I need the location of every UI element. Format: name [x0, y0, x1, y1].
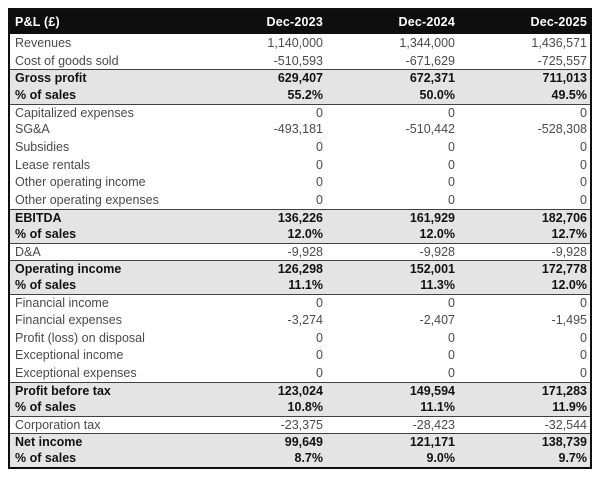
- row-value: 0: [316, 139, 323, 154]
- row-value: 0: [580, 330, 587, 345]
- row-label: Other operating expenses: [15, 193, 159, 208]
- row-label: Other operating income: [15, 175, 146, 190]
- row-value: 49.5%: [551, 87, 587, 102]
- table-row: [10, 311, 590, 329]
- column-header-dec-2023: Dec-2023: [266, 15, 323, 29]
- table-row: [10, 243, 590, 260]
- row-value: 0: [580, 105, 587, 120]
- column-header-dec-2024: Dec-2024: [398, 15, 455, 29]
- row-label: Cost of goods sold: [15, 53, 119, 68]
- row-value: 0: [580, 348, 587, 363]
- row-value: 55.2%: [287, 87, 323, 102]
- table-row: [10, 277, 590, 295]
- table-row: [10, 260, 590, 277]
- row-value: 0: [580, 157, 587, 172]
- row-value: -1,495: [551, 312, 587, 327]
- table-row: [10, 209, 590, 226]
- row-value: -510,593: [273, 53, 323, 68]
- row-value: 0: [580, 296, 587, 311]
- row-label: D&A: [15, 245, 41, 260]
- table-row: [10, 86, 590, 104]
- row-label: Operating income: [15, 261, 122, 276]
- row-value: 0: [316, 348, 323, 363]
- row-label: Corporation tax: [15, 417, 101, 432]
- row-value: -32,544: [544, 417, 587, 432]
- row-label: Revenues: [15, 35, 72, 50]
- row-label: % of sales: [15, 87, 77, 102]
- row-value: -510,442: [405, 122, 455, 137]
- row-label: % of sales: [15, 227, 77, 242]
- row-label: Lease rentals: [15, 157, 91, 172]
- table-row: [10, 382, 590, 399]
- table-row: [10, 226, 590, 244]
- row-value: 711,013: [542, 71, 587, 86]
- row-value: 10.8%: [287, 400, 323, 415]
- row-value: 171,283: [541, 383, 587, 398]
- row-value: 138,739: [541, 434, 587, 449]
- row-label: Financial expenses: [15, 312, 123, 327]
- row-value: 126,298: [277, 261, 323, 276]
- column-header-dec-2025: Dec-2025: [530, 15, 587, 29]
- row-value: 9.7%: [558, 451, 587, 466]
- row-value: 0: [580, 193, 587, 208]
- table-title: P&L (£): [15, 15, 60, 29]
- row-value: -28,423: [412, 417, 455, 432]
- row-label: Capitalized expenses: [15, 105, 134, 120]
- row-value: 182,706: [541, 210, 587, 225]
- row-value: -9,928: [551, 245, 587, 260]
- table-row: [10, 450, 590, 468]
- row-label: Exceptional income: [15, 348, 124, 363]
- row-value: 11.3%: [420, 278, 455, 293]
- table-header-row: [10, 10, 590, 34]
- table-body: [10, 34, 590, 467]
- row-value: -23,375: [280, 417, 323, 432]
- table-row: [10, 34, 590, 52]
- row-value: 152,001: [409, 261, 455, 276]
- table-row: [10, 104, 590, 121]
- row-value: 0: [316, 157, 323, 172]
- row-value: 12.0%: [551, 278, 587, 293]
- table-row: [10, 120, 590, 138]
- row-value: 149,594: [409, 383, 455, 398]
- row-value: 172,778: [541, 261, 587, 276]
- table-row: [10, 156, 590, 174]
- row-value: 0: [448, 330, 455, 345]
- row-value: 0: [316, 105, 323, 120]
- table-row: [10, 416, 590, 433]
- row-value: -3,274: [287, 312, 323, 327]
- row-value: 121,171: [409, 434, 455, 449]
- row-value: -671,629: [405, 53, 455, 68]
- row-value: 1,140,000: [267, 35, 323, 50]
- row-value: 0: [448, 157, 455, 172]
- row-value: 123,024: [277, 383, 323, 398]
- row-value: 11.9%: [552, 400, 587, 415]
- row-label: Financial income: [15, 296, 109, 311]
- table-row: [10, 346, 590, 364]
- row-value: 8.7%: [294, 451, 323, 466]
- row-value: 0: [448, 105, 455, 120]
- row-value: -2,407: [419, 312, 455, 327]
- row-value: 0: [316, 365, 323, 380]
- row-value: 0: [316, 296, 323, 311]
- row-value: 11.1%: [420, 400, 455, 415]
- row-value: 9.0%: [426, 451, 455, 466]
- row-value: 0: [316, 330, 323, 345]
- row-value: 0: [448, 175, 455, 190]
- row-label: Subsidies: [15, 139, 70, 154]
- row-value: 11.1%: [288, 278, 323, 293]
- row-value: 0: [580, 175, 587, 190]
- row-value: 136,226: [277, 210, 323, 225]
- table-row: [10, 364, 590, 382]
- row-value: 0: [448, 193, 455, 208]
- pnl-table: [8, 8, 592, 469]
- table-row: [10, 433, 590, 450]
- row-value: -725,557: [537, 53, 587, 68]
- row-value: 672,371: [409, 71, 455, 86]
- row-value: 12.7%: [551, 227, 587, 242]
- row-label: % of sales: [15, 278, 77, 293]
- row-value: 99,649: [284, 434, 323, 449]
- row-value: -528,308: [537, 122, 587, 137]
- row-value: 0: [316, 175, 323, 190]
- row-value: 0: [448, 139, 455, 154]
- row-label: % of sales: [15, 400, 77, 415]
- row-value: 1,344,000: [399, 35, 455, 50]
- row-value: 50.0%: [419, 87, 455, 102]
- row-value: 161,929: [409, 210, 455, 225]
- row-value: 0: [580, 139, 587, 154]
- row-label: % of sales: [15, 451, 77, 466]
- row-label: Exceptional expenses: [15, 365, 137, 380]
- table-row: [10, 52, 590, 70]
- table-row: [10, 191, 590, 209]
- row-label: Profit (loss) on disposal: [15, 330, 145, 345]
- table-row: [10, 398, 590, 416]
- row-value: 0: [316, 193, 323, 208]
- row-label: Profit before tax: [15, 383, 111, 398]
- row-value: -9,928: [419, 245, 455, 260]
- row-value: 12.0%: [287, 227, 323, 242]
- row-value: 0: [448, 296, 455, 311]
- table-row: [10, 138, 590, 156]
- row-label: SG&A: [15, 122, 50, 137]
- row-value: -9,928: [287, 245, 323, 260]
- row-value: 1,436,571: [531, 35, 587, 50]
- row-label: EBITDA: [15, 210, 62, 225]
- table-row: [10, 294, 590, 311]
- row-value: -493,181: [273, 122, 323, 137]
- row-label: Gross profit: [15, 71, 87, 86]
- row-value: 0: [580, 365, 587, 380]
- table-row: [10, 69, 590, 86]
- row-value: 0: [448, 365, 455, 380]
- row-value: 629,407: [277, 71, 323, 86]
- row-value: 12.0%: [419, 227, 455, 242]
- table-row: [10, 174, 590, 192]
- table-row: [10, 329, 590, 347]
- row-value: 0: [448, 348, 455, 363]
- row-label: Net income: [15, 434, 83, 449]
